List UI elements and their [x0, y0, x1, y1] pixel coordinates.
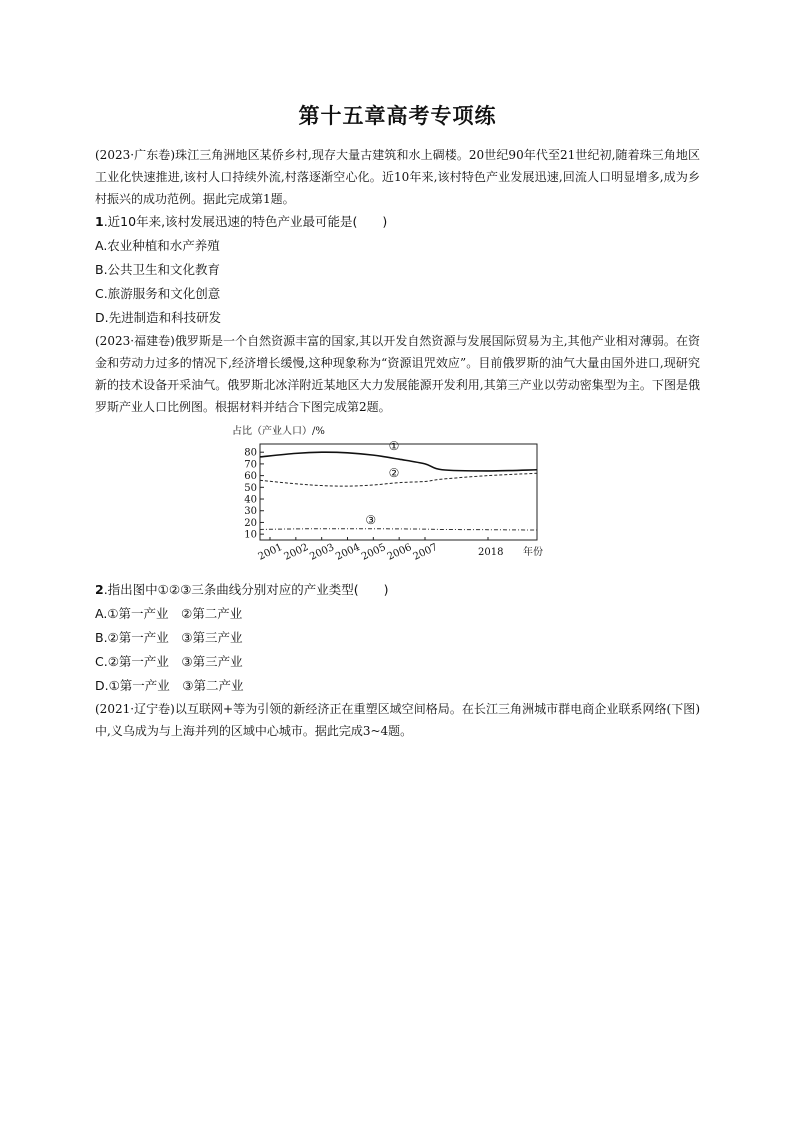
x-tick-label: 2005 — [359, 541, 388, 563]
y-tick-label: 10 — [244, 529, 257, 541]
chart-svg — [230, 422, 560, 572]
material-passage-1: (2023·广东卷)珠江三角洲地区某侨乡村,现存大量古建筑和水上碉楼。20世纪90年代至21世纪初,随着珠三角地区工业化快速推进,该村人口持续外流,村落逐渐空心化。近10年来,该村特色产业发展迅速,回流人口明显增多,成为乡村振兴的成功范例。据此完成第1题。 — [95, 148, 700, 206]
material-passage-3: (2021·辽宁卷)以互联网+等为引领的新经济正在重塑区域空间格局。在长江三角洲城市群电商企业联系网络(下图)中,义乌成为与上海并列的区域中心城市。据此完成3~4题。 — [95, 702, 700, 738]
y-axis-label: 占比（产业人口）/% — [232, 426, 325, 437]
q1-option-a: A.农业种植和水产养殖 — [95, 238, 220, 253]
series-label-1: ① — [388, 438, 400, 453]
q2-option-a: A.①第一产业 ②第二产业 — [95, 606, 243, 621]
y-tick-label: 80 — [244, 447, 257, 459]
x-tick-label: 2018 — [478, 547, 504, 558]
q1-option-d: D.先进制造和科技研发 — [95, 310, 222, 325]
q2-option-b: B.②第一产业 ③第三产业 — [95, 630, 243, 645]
question-1-stem: .近10年来,该村发展迅速的特色产业最可能是( ) — [103, 214, 388, 229]
question-2-number: 2 — [95, 582, 104, 597]
x-tick-label: 2001 — [256, 541, 285, 563]
question-2 — [95, 578, 700, 602]
y-tick-label: 70 — [244, 459, 257, 471]
exam-page — [95, 100, 700, 742]
y-tick-label: 30 — [244, 506, 257, 518]
x-tick-label: 2003 — [308, 541, 337, 563]
q2-option-c: C.②第一产业 ③第三产业 — [95, 654, 243, 669]
question-1 — [95, 210, 700, 234]
x-tick-label: 2002 — [282, 541, 311, 563]
series-line-3 — [260, 529, 537, 530]
x-tick-label: 2004 — [334, 541, 362, 563]
page-title: 第十五章高考专项练 — [298, 104, 497, 128]
y-tick-label: 20 — [244, 517, 257, 529]
y-tick-label: 60 — [244, 471, 257, 483]
industry-population-chart — [230, 422, 560, 572]
x-tick-label: 2007 — [411, 541, 440, 563]
series-label-2: ② — [388, 465, 400, 480]
x-tick-label: 2006 — [385, 541, 414, 563]
q1-option-b: B.公共卫生和文化教育 — [95, 262, 221, 277]
material-passage-2: (2023·福建卷)俄罗斯是一个自然资源丰富的国家,其以开发自然资源与发展国际贸易为主,其他产业相对薄弱。在资金和劳动力过多的情况下,经济增长缓慢,这种现象称为“资源诅咒效应”。目前俄罗斯的油气大量由国外进口,现研究新的技术设备开采油气。俄罗斯北冰洋附近某地区大力发展能源开发利用,其第三产业以劳动密集型为主。下图是俄罗斯产业人口比例图。根据材料并结合下图完成第2题。 — [95, 334, 700, 414]
series-label-3: ③ — [365, 513, 377, 528]
question-1-number: 1 — [95, 214, 104, 229]
q1-option-c: C.旅游服务和文化创意 — [95, 286, 221, 301]
x-axis-label: 年份 — [523, 547, 543, 558]
q2-option-d: D.①第一产业 ③第二产业 — [95, 678, 244, 693]
y-tick-label: 40 — [244, 494, 257, 506]
y-tick-label: 50 — [244, 482, 257, 494]
question-2-stem: .指出图中①②③三条曲线分别对应的产业类型( ) — [103, 582, 389, 597]
